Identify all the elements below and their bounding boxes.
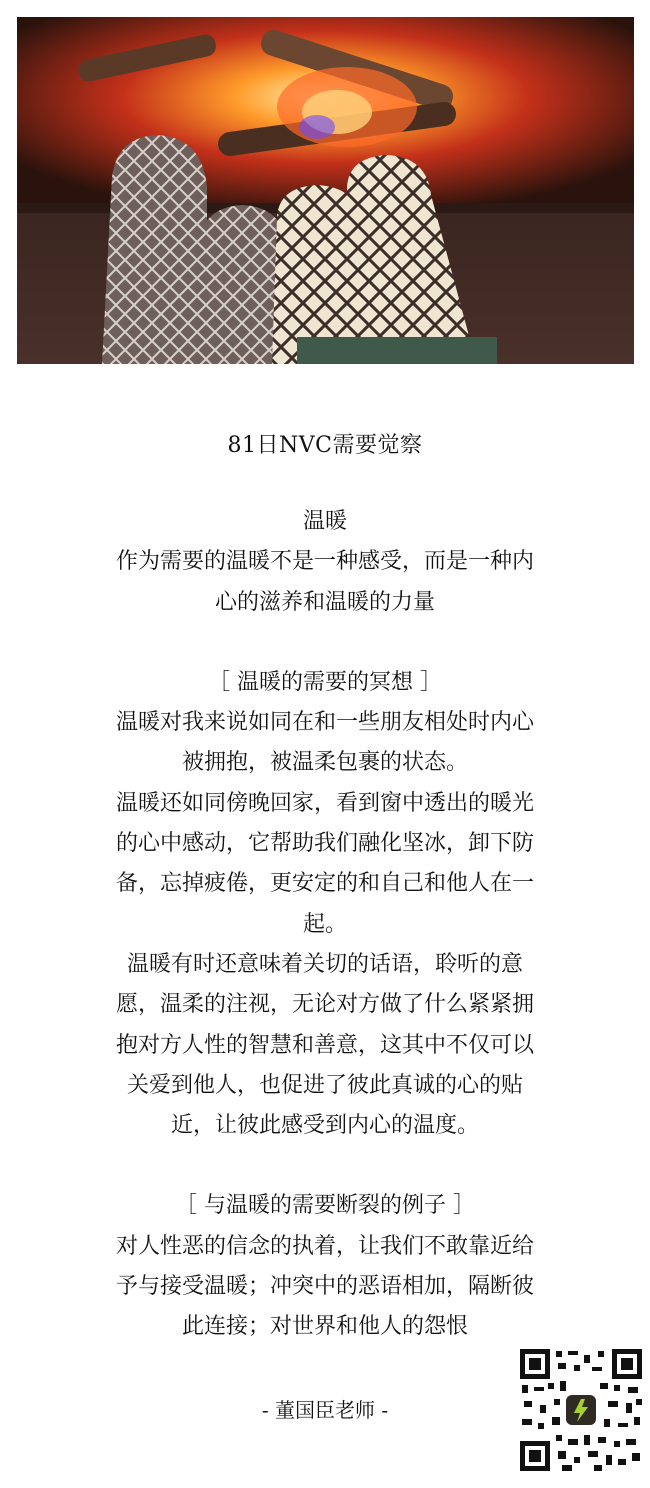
intro-heading: 温暖: [302, 509, 347, 534]
meditation-line: 抱对方人性的智慧和善意，这其中不仅可以: [115, 1032, 534, 1058]
intro-line: 作为需要的温暖不是一种感受，而是一种内: [115, 549, 534, 575]
meditation-line: 温暖还如同傍晚回家，看到窗中透出的暖光: [115, 790, 534, 816]
meditation-line: 被拥抱，被温柔包裹的状态。: [181, 750, 468, 776]
meditation-line: 近，让彼此感受到内心的温度。: [170, 1113, 479, 1139]
meditation-line: 备，忘掉疲倦，更安定的和自己和他人在一: [115, 871, 534, 897]
page-title: 81日NVC需要觉察: [227, 433, 423, 458]
intro-line: 心的滋养和温暖的力量: [214, 589, 435, 615]
meditation-line: 温暖对我来说如同在和一些朋友相处时内心: [115, 710, 534, 736]
disconnect-line: 此连接；对世界和他人的怨恨: [181, 1314, 468, 1340]
meditation-line: 温暖有时还意味着关切的话语，聆听的意: [126, 951, 523, 977]
disconnect-line: 予与接受温暖；冲突中的恶语相加，隔断彼: [115, 1274, 534, 1300]
hero-image: [17, 17, 634, 364]
disconnect-heading: ［ 与温暖的需要断裂的例子 ］: [175, 1193, 475, 1219]
disconnect-line: 对人性恶的信念的执着，让我们不敢靠近给: [115, 1233, 534, 1259]
author-signature: - 董国臣老师 -: [261, 1398, 389, 1422]
meditation-line: 的心中感动，它帮助我们融化坚冰，卸下防: [115, 831, 534, 857]
meditation-line: 愿，温柔的注视，无论对方做了什么紧紧拥: [115, 992, 534, 1018]
fireplace-socks-photo: [17, 17, 634, 364]
qr-code-icon: [518, 1347, 644, 1473]
article-body: [60, 502, 590, 1348]
meditation-line: 起。: [302, 911, 347, 937]
meditation-heading: ［ 温暖的需要的冥想 ］: [208, 669, 442, 695]
meditation-line: 关爱到他人，也促进了彼此真诚的心的贴: [126, 1072, 523, 1098]
